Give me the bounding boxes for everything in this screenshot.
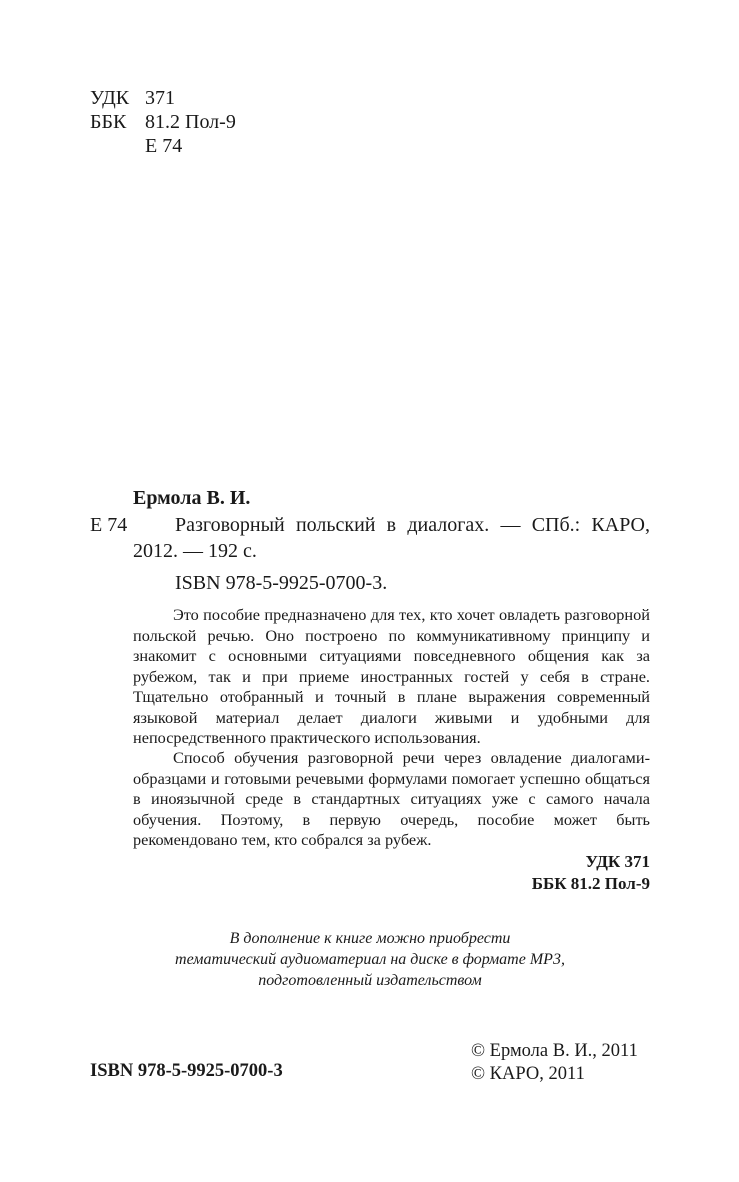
abstract-paragraph-2 <box>133 748 650 851</box>
abstract-text-1: Это пособие предназначено для тех, кто хочет овладеть разговорной польской речью. Оно построено по коммуникативному принципу и знакомит с основными ситуациями повседневного общения как за рубежом, так и при приеме иностранных гостей у себя в стране. Тщательно отобранный и точный в плане выражения современный языковой материал делает диалоги живыми и удобными для непосредственного практического использования. <box>133 605 650 747</box>
author-name: Ермола В. И. <box>133 487 251 509</box>
record-isbn: ISBN 978-5-9925-0700-3. <box>175 572 388 594</box>
copyright-author: © Ермола В. И., 2011 <box>471 1041 638 1061</box>
title-line-1: Разговорный польский в диалогах. — СПб.: КАРО, <box>175 514 650 536</box>
udk-code: УДК 371 <box>585 852 650 871</box>
bbk-code: ББК 81.2 Пол-9 <box>531 874 650 893</box>
note-line-1: В дополнение к книге можно приобрести <box>229 930 511 947</box>
bbk-line <box>0 110 739 134</box>
footer-isbn: ISBN 978-5-9925-0700-3 <box>90 1061 283 1081</box>
udk-label: УДК <box>90 87 130 109</box>
bbk-value: 81.2 Пол-9 <box>145 111 236 133</box>
abstract-text-2: Способ обучения разговорной речи через овладение диалогами-образцами и готовыми речевыми формулами помогает успешно общаться в иноязычной среде в стандартных ситуациях уже с самого начала обучения. Поэтому, в первую очередь, пособие может быть рекомендовано тем, кто собрался за рубеж. <box>133 748 650 849</box>
abstract-paragraph-1 <box>133 605 650 749</box>
udk-value: 371 <box>145 87 175 109</box>
note-line-3: подготовленный издательством <box>258 972 482 989</box>
title-line-2: 2012. — 192 с. <box>133 540 257 562</box>
bbk-label: ББК <box>90 111 127 133</box>
call-mark: Е 74 <box>90 514 128 536</box>
audio-note <box>140 928 600 991</box>
note-line-2: тематический аудиоматериал на диске в формате MP3, <box>175 951 565 968</box>
copyright-publisher: © КАРО, 2011 <box>471 1064 585 1084</box>
author-mark: Е 74 <box>145 135 183 157</box>
author-mark-line <box>0 134 739 158</box>
udk-line <box>0 86 739 110</box>
